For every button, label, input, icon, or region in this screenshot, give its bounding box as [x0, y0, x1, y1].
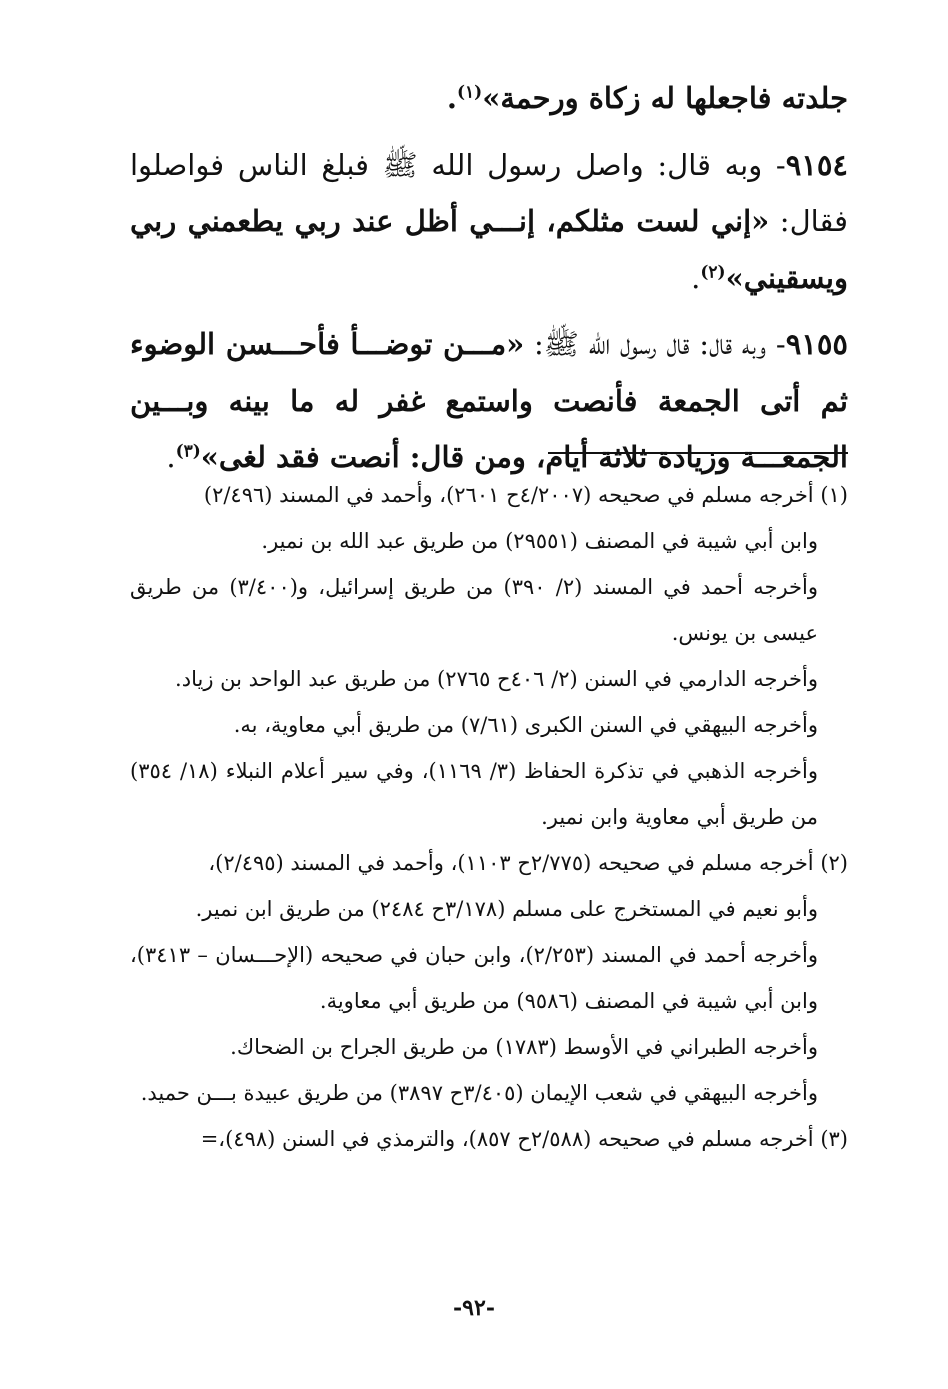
footnote-1-line: وأخرجه الدارمي في السنن (٢/ ٤٠٦ح ٢٧٦٥) من طريق عبد الواحد بن زياد.: [175, 667, 818, 691]
hadith-end: .: [166, 440, 176, 475]
hadith-intro: - وبه قال: قال رسول الله ﷺ:: [524, 327, 786, 362]
hadith-quote: «إني لست مثلكم، إنـــي أظل عند ربي يطعمني ربي ويسقيني»: [130, 204, 848, 295]
footnotes: [130, 472, 848, 1162]
footnote-2-line: وأخرجه الطبراني في الأوسط (١٧٨٣) من طريق الجراح بن الضحاك.: [230, 1035, 818, 1059]
footnote-ref-2: (٢): [700, 261, 726, 282]
footnote-3-line: [130, 1116, 848, 1162]
footnote-divider: [548, 452, 848, 454]
hadith-9154: [130, 137, 848, 307]
paragraph-1-end: .: [446, 81, 457, 115]
page-number: -٩٢-: [453, 1295, 495, 1321]
footnote-1-line: وأخرجه أحمد في المسند (٢/ ٣٩٠) من طريق إسرائيل، و(٣/٤٠٠) من طريق عيسى بن يونس.: [130, 575, 819, 645]
footnote-3-text: (٣) أخرجه مسلم في صحيحه (٢/٥٨٨ح ٨٥٧)، والترمذي في السنن (٤٩٨)،: [218, 1127, 848, 1151]
footnote-2-line: وأبو نعيم في المستخرج على مسلم (٣/١٧٨ح ٢٤٨٤) من طريق ابن نمير.: [195, 897, 818, 921]
main-text: [130, 70, 848, 496]
footnote-ref-3: (٣): [175, 441, 201, 462]
hadith-intro: - وبه قال: واصل رسول الله ﷺ فبلغ الناس فواصلوا فقال:: [130, 147, 849, 239]
footnote-1-line: وأخرجه البيهقي في السنن الكبرى (٧/٦١) من طريق أبي معاوية، به.: [233, 713, 818, 737]
hadith-number: ٩١٥٤: [785, 147, 848, 182]
hadith-number: ٩١٥٥: [785, 327, 848, 362]
continuation-mark: =: [200, 1127, 219, 1151]
paragraph-1: [130, 70, 848, 127]
hadith-end: .: [691, 260, 701, 295]
footnote-ref-1: (١): [456, 82, 483, 103]
hadith-9155: [130, 316, 848, 486]
footnote-1-line: (١) أخرجه مسلم في صحيحه (٤/٢٠٠٧ح ٢٦٠١)، وأحمد في المسند (٢/٤٩٦): [203, 483, 848, 507]
footnote-2-line: وأخرجه البيهقي في شعب الإيمان (٣/٤٠٥ح ٣٨٩٧) من طريق عبيدة بـــن حميد.: [140, 1081, 818, 1105]
footnote-1-line: وأخرجه الذهبي في تذكرة الحفاظ (٣/ ١١٦٩)، وفي سير أعلام النبلاء (١٨/ ٣٥٤) من طريق أبي معاوية وابن نمير.: [130, 759, 818, 829]
footnote-2-line: (٢) أخرجه مسلم في صحيحه (٢/٧٧٥ح ١١٠٣)، وأحمد في المسند (٢/٤٩٥)،: [208, 851, 848, 875]
paragraph-1-text: جلدته فاجعلها له زكاة ورحمة»: [482, 81, 848, 115]
hadith-quote: «مـــن توضـــأ فأحـــسن الوضوء ثم أتى الجمعة فأنصت واستمع غفر له ما بينه وبـــين الجمعـــة وزيادة ثلاثة أيام، ومن قال: أنصت فقد لغى»: [130, 327, 848, 475]
footnote-2-line: وأخرجه أحمد في المسند (٢/٢٥٣)، وابن حبان في صحيحه (الإحـــسان – ٣٤١٣)، وابن أبي شيبة في المصنف (٩٥٨٦) من طريق أبي معاوية.: [130, 943, 818, 1013]
footnote-1-line: وابن أبي شيبة في المصنف (٢٩٥٥١) من طريق عبد الله بن نمير.: [261, 529, 818, 553]
